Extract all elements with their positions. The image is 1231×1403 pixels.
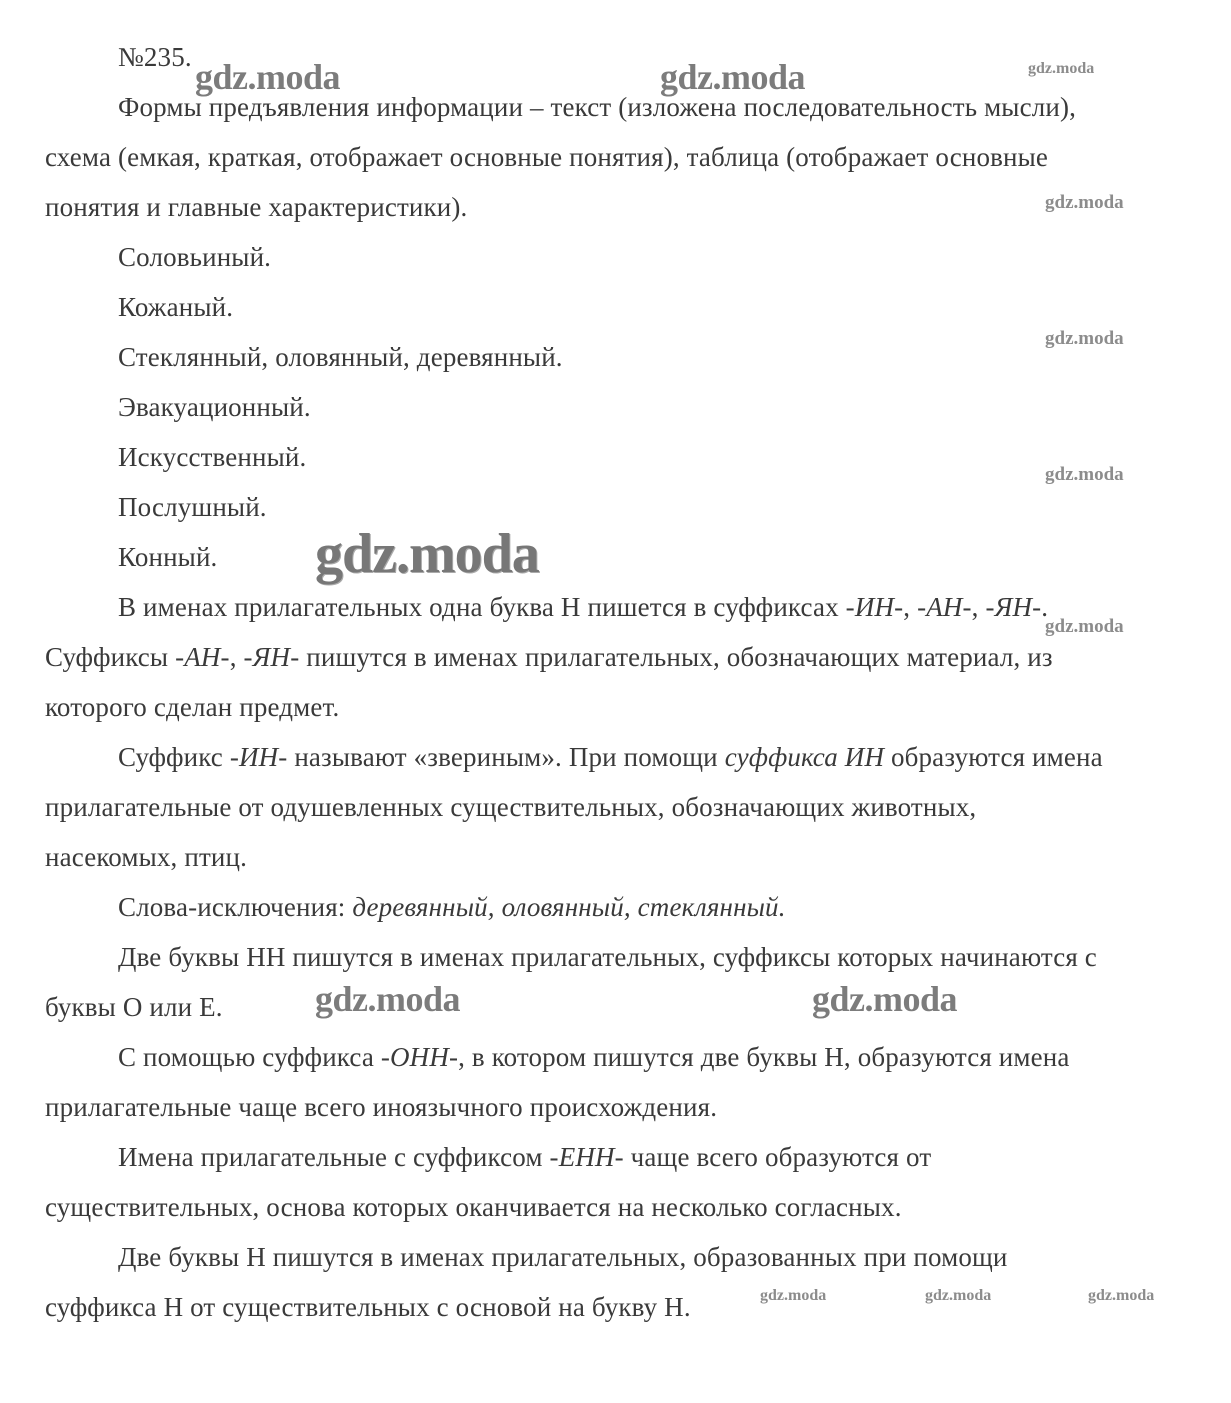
- watermark: gdz.moda: [1045, 616, 1124, 637]
- text-segment: образуются имена: [884, 742, 1103, 772]
- text-line: [45, 790, 976, 824]
- text-line: [118, 540, 217, 574]
- watermark: gdz.moda: [1088, 1287, 1155, 1304]
- text-segment: чаще всего образуются от: [623, 1142, 932, 1172]
- text-line: [118, 940, 1097, 974]
- text-line: [45, 1290, 691, 1324]
- text-line: [118, 290, 233, 324]
- watermark: gdz.moda: [1045, 464, 1124, 485]
- text-line: [118, 1040, 1070, 1074]
- text-segment: ,: [971, 592, 986, 622]
- text-segment: буквы О или Е.: [45, 992, 223, 1022]
- text-segment: №235.: [118, 42, 192, 72]
- text-segment: Эвакуационный.: [118, 392, 311, 422]
- text-line: [45, 190, 467, 224]
- watermark: gdz.moda: [315, 523, 539, 585]
- text-segment: Имена прилагательные с суффиксом: [118, 1142, 550, 1172]
- watermark: gdz.moda: [1045, 328, 1124, 349]
- text-line: [45, 1090, 717, 1124]
- italic-text: -ИН-: [229, 742, 288, 772]
- text-line: [118, 240, 271, 274]
- text-segment: ,: [903, 592, 918, 622]
- text-line: [118, 1140, 931, 1174]
- text-segment: Кожаный.: [118, 292, 234, 322]
- text-segment: ,: [229, 642, 244, 672]
- text-line: [118, 440, 306, 474]
- text-segment: Суффикс: [118, 742, 230, 772]
- italic-text: -ОНН-: [380, 1042, 459, 1072]
- text-line: [118, 740, 1103, 774]
- watermark: gdz.moda: [1028, 60, 1095, 77]
- text-segment: называют «звериным». При помощи: [287, 742, 725, 772]
- text-segment: , в котором пишутся две буквы Н, образуются имена: [458, 1042, 1070, 1072]
- italic-text: -ЯН-: [985, 592, 1042, 622]
- text-segment: Две буквы Н пишутся в именах прилагательных, образованных при помощи: [118, 1242, 1008, 1272]
- text-line: [45, 840, 247, 874]
- watermark: gdz.moda: [315, 979, 461, 1019]
- text-segment: прилагательные чаще всего иноязычного происхождения.: [45, 1092, 718, 1122]
- text-line: [45, 1190, 902, 1224]
- text-segment: Суффиксы: [45, 642, 176, 672]
- text-segment: .: [1041, 592, 1049, 622]
- italic-text: деревянный, оловянный, стеклянный.: [352, 892, 786, 922]
- text-segment: Стеклянный, оловянный, деревянный.: [118, 342, 563, 372]
- text-segment: насекомых, птиц.: [45, 842, 247, 872]
- watermark: gdz.moda: [1045, 192, 1124, 213]
- italic-text: суффикса ИН: [724, 742, 885, 772]
- text-segment: Конный.: [118, 542, 218, 572]
- text-line: [118, 490, 267, 524]
- text-line: [118, 390, 311, 424]
- text-segment: суффикса Н от существительных с основой на букву Н.: [45, 1292, 691, 1322]
- watermark: gdz.moda: [760, 1287, 827, 1304]
- text-segment: существительных, основа которых оканчивается на несколько согласных.: [45, 1192, 902, 1222]
- text-segment: Искусственный.: [118, 442, 307, 472]
- text-segment: пишутся в именах прилагательных, обозначающих материал, из: [299, 642, 1053, 672]
- text-line: [45, 690, 339, 724]
- text-segment: которого сделан предмет.: [45, 692, 340, 722]
- italic-text: -ЯН-: [243, 642, 300, 672]
- watermark: gdz.moda: [925, 1287, 992, 1304]
- italic-text: -ЕНН-: [549, 1142, 624, 1172]
- italic-text: -ИН-: [845, 592, 904, 622]
- text-line: [118, 590, 1048, 624]
- text-segment: прилагательные от одушевленных существительных, обозначающих животных,: [45, 792, 977, 822]
- text-line: [118, 890, 786, 924]
- text-line: [45, 640, 1053, 674]
- watermark: gdz.moda: [660, 57, 806, 97]
- text-segment: Слова-исключения:: [118, 892, 353, 922]
- watermark: gdz.moda: [812, 979, 958, 1019]
- italic-text: -АН-: [175, 642, 230, 672]
- text-segment: понятия и главные характеристики).: [45, 192, 468, 222]
- text-segment: Соловьиный.: [118, 242, 272, 272]
- text-line: [45, 140, 1048, 174]
- text-segment: Две буквы НН пишутся в именах прилагательных, суффиксы которых начинаются с: [118, 942, 1097, 972]
- text-segment: В именах прилагательных одна буква Н пишется в суффиксах: [118, 592, 846, 622]
- text-segment: Формы предъявления информации – текст (изложена последовательность мысли),: [118, 92, 1076, 122]
- text-line: [118, 340, 563, 374]
- text-line: [45, 990, 223, 1024]
- italic-text: -АН-: [917, 592, 972, 622]
- text-line: [118, 1240, 1008, 1274]
- text-line: [118, 40, 192, 74]
- text-segment: С помощью суффикса: [118, 1042, 381, 1072]
- text-segment: схема (емкая, краткая, отображает основные понятия), таблица (отображает основные: [45, 142, 1049, 172]
- watermark: gdz.moda: [195, 57, 341, 97]
- text-segment: Послушный.: [118, 492, 267, 522]
